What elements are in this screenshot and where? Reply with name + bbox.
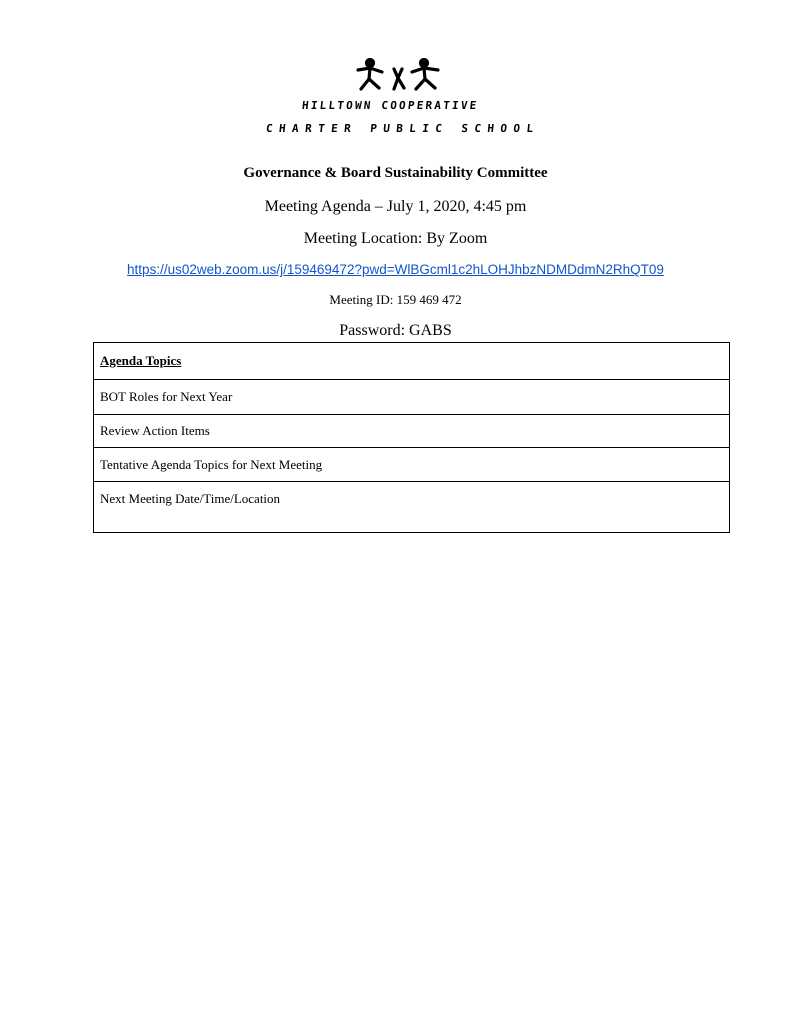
agenda-item: Review Action Items [94, 415, 730, 448]
committee-title: Governance & Board Sustainability Committee [243, 165, 548, 181]
agenda-table [93, 342, 730, 533]
agenda-item: Next Meeting Date/Time/Location [94, 482, 730, 533]
agenda-topics-heading: Agenda Topics [100, 353, 182, 368]
meeting-agenda-date: Meeting Agenda – July 1, 2020, 4:45 pm [264, 198, 527, 215]
dancing-figures-icon [354, 58, 444, 92]
agenda-table-header-row [94, 343, 730, 380]
table-row [94, 380, 730, 415]
table-row [94, 482, 730, 533]
logo-text-line-1: HILLTOWN COOPERATIVE [301, 99, 480, 112]
meeting-id: Meeting ID: 159 469 472 [329, 292, 462, 307]
agenda-header-cell [94, 343, 730, 380]
zoom-meeting-link[interactable]: https://us02web.zoom.us/j/159469472?pwd=WlBGcml1c2hLOHJhbzNDMDdmN2RhQT09 [127, 262, 664, 277]
table-row [94, 415, 730, 448]
meeting-location: Meeting Location: By Zoom [303, 230, 488, 247]
agenda-item: BOT Roles for Next Year [94, 380, 730, 415]
agenda-item: Tentative Agenda Topics for Next Meeting [94, 448, 730, 482]
table-row [94, 448, 730, 482]
meeting-password: Password: GABS [339, 322, 452, 339]
school-logo [262, 58, 541, 140]
logo-text-line-2: CHARTER PUBLIC SCHOOL [265, 122, 541, 135]
